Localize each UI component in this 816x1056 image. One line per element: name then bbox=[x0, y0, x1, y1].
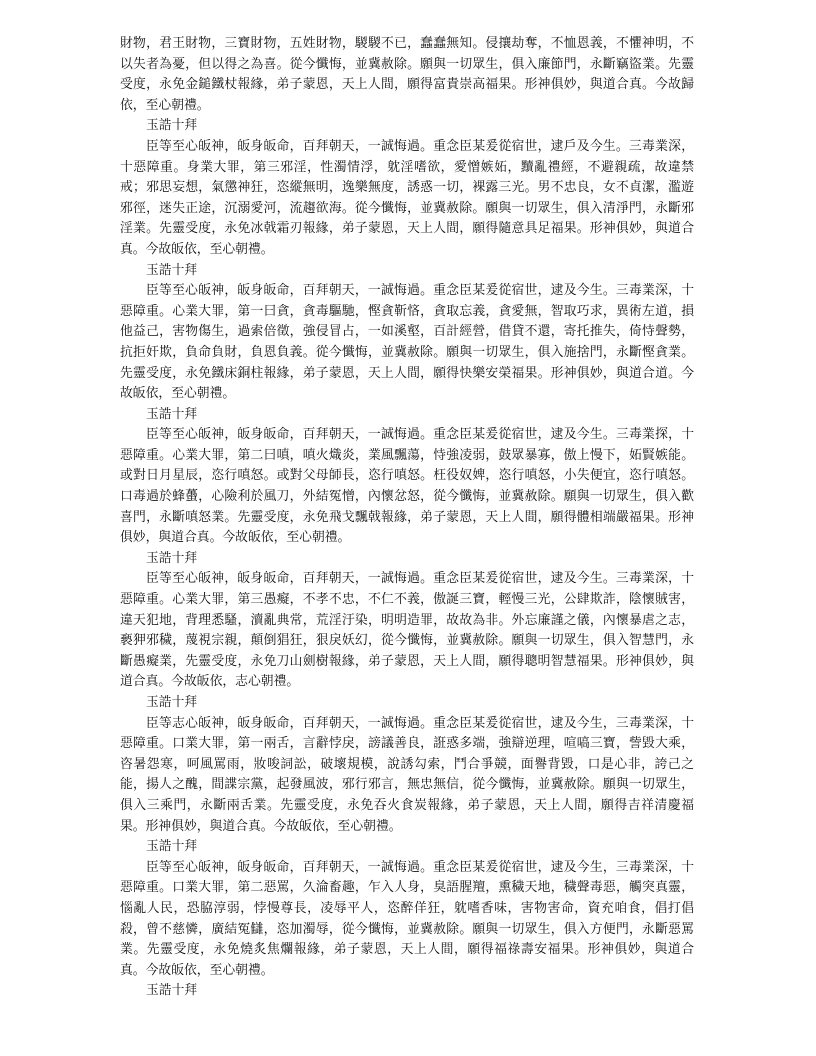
paragraph: 臣等志心皈神，皈身皈命，百拜朝天，一誠悔過。重念臣某爰從宿世，逮及今生，三毒業深，十惡障重。口業大罪，第一兩舌，言辭悖戾，謗議善良，誑惑多端，強辯逆理，喧嗃三寶，訾毀大乘，咨暑怨寒，呵風罵雨，妝唆詞訟，破壞規模，說誘勾索，鬥合爭競，面譽背毀，口是心非，誇己之能，揚人之醜，間諜宗黨，起發風波，邪行邪言，無忠無信，從今懺悔，並冀赦除。願與一切眾生，俱入三乘門，永斷兩舌業。先靈受度，永免吞火食炭報緣，弟子蒙恩，天上人間，願得吉祥清慶福果。形神俱妙，與道合真。今故皈依，至心朝禮。 bbox=[120, 715, 694, 834]
section-heading: 玉誥十拜 bbox=[146, 118, 198, 134]
section-heading: 玉誥十拜 bbox=[146, 839, 198, 855]
paragraph: 財物，君王財物，三寶財物，五姓財物，騣騣不已，蠢蠢無知。侵攘劫奪，不恤恩義，不懼神明，不以失者為憂，但以得之為喜。從今懺悔，並冀赦除。願與一切眾生，俱入廉節門，永斷竊盜業。先靈受度，永免金鎚鐵杖報緣，弟子蒙恩，天上人間，願得富貴崇高福果。形神俱妙，與道合真。今故歸依，至心朝禮。 bbox=[120, 36, 694, 113]
section-heading: 玉誥十拜 bbox=[146, 695, 198, 710]
section-heading: 玉誥十拜 bbox=[146, 983, 198, 999]
document-page bbox=[120, 34, 694, 1002]
section-heading: 玉誥十拜 bbox=[146, 262, 198, 278]
section-heading: 玉誥十拜 bbox=[146, 550, 198, 566]
paragraph: 臣等至心皈神，皈身皈命，百拜朝天，一誠悔過。重念臣某爰從宿世，逮及今生。三毒業深，十惡障重。心業大罪，第一曰貪，貪毒驅馳，慳貪靳悋，貪取忘義，貪愛無，智取巧求，異術左道，損他益己，害物傷生，過索倍徵，強侵冒占，一如溪壑，百計經營，借貸不還，寄托推失，倚恃聲勢，抗拒奸欺，負命負財，負恩負義。從今懺悔，並冀赦除。願與一切眾生，俱入施捨門，永斷慳貪業。先靈受度，永免鐵床銅柱報緣，弟子蒙恩，天上人間，願得快樂安榮福果。形神俱妙，與道合道。今故皈依，至心朝禮。 bbox=[120, 283, 694, 402]
section-heading: 玉誥十拜 bbox=[146, 406, 198, 422]
paragraph: 臣等至心皈神，皈身皈命，百拜朝天，一誠悔過。重念臣某爰從宿世，逮及今生，三毒業深，十惡障重。口業大罪，第二惡罵，久淪畜趣，乍入人身，臭語腥羶，熏穢天地，穢聲毒惡，觸突真靈，惱亂人民，恐脇淳弱，悖慢尊長，凌辱平人，恣醉佯狂，躭嗜香味，害物害命，資充咱食，倡打倡殺，曾不慈憐，廣結冤讎，恣加濁辱，從今懺悔，並冀赦除。願與一切眾生，俱入方便門，永斷惡罵業。先靈受度，永免燒炙焦爛報緣，弟子蒙恩，天上人間，願得福祿壽安福果。形神俱妙，與道合真。今故皈依，至心朝禮。 bbox=[120, 859, 694, 978]
paragraph: 臣等至心皈神，皈身皈命，百拜朝天，一誠悔過。重念臣某爰從宿世，逮戶及今生。三毒業深，十惡障重。身業大罪，第三邪淫，性濁情浮，躭淫嗜欲，愛憎嫉妬，黷亂禮經，不避親疏，故違禁戒；邪思妄想，氣懲神狂，恣縱無明，逸樂無度，誘惑一切，裸露三光。男不忠良，女不貞潔，濫遊邪徑，迷失正途，沉溺愛河，流趨欲海。從今懺悔，並冀赦除。願與一切眾生，俱入清淨門，永斷邪淫業。先靈受度，永免冰戟霜刃報緣，弟子蒙恩，天上人間，願得隨意具足福果。形神俱妙，與道合真。今故皈依，至心朝禮。 bbox=[120, 138, 694, 257]
paragraph: 臣等至心皈神，皈身皈命，百拜朝天，一誠悔過。重念臣某爰從宿世，逮及今生。三毒業探，十惡障重。心業大罪，第二曰嗔，嗔火熾炎，業風飄蕩，恃強凌弱，鼓眾暴寡，傲上慢下，妬賢嫉能。或對日月星辰，恣行嗔怒。或對父母師長，恣行嗔怒。枉役奴婢，恣行嗔怒，小失便宜，恣行嗔怒。口毒過於蜂蠆，心險利於風刀，外結冤憎，內懷忿怒，從今懺悔，並冀赦除。願與一切眾生，俱入歡喜門，永斷嗔怒業。先靈受度，永免飛戈飄戟報緣，弟子蒙恩，天上人間，願得體相端嚴福果。形神俱妙，與道合真。今故皈依，至心朝禮。 bbox=[120, 427, 694, 546]
paragraph: 臣等至心皈神，皈身皈命，百拜朝天，一誠悔過。重念臣某爰從宿世，逮及今生。三毒業深，十惡障重。心業大罪，第三愚癡，不孝不忠，不仁不義，傲誕三寶，輕慢三光，公肆欺詐，陰懷賊害，違天犯地，背理悉騷，瀆亂典常，荒淫汙染，明明造罪，故故為非。外忘廉謹之儀，內懷暴虐之志，褻狎邪穢，蔑視宗親，顛倒猖狂，狠戾妖幻，從今懺悔，並冀赦除。願與一切眾生，俱入智慧門，永斷愚癡業，先靈受度，永免刀山劍樹報緣，弟子蒙恩，天上人間，願得聰明智慧福果。形神俱妙，與道合真。今故皈依，志心朝禮。 bbox=[120, 571, 694, 690]
